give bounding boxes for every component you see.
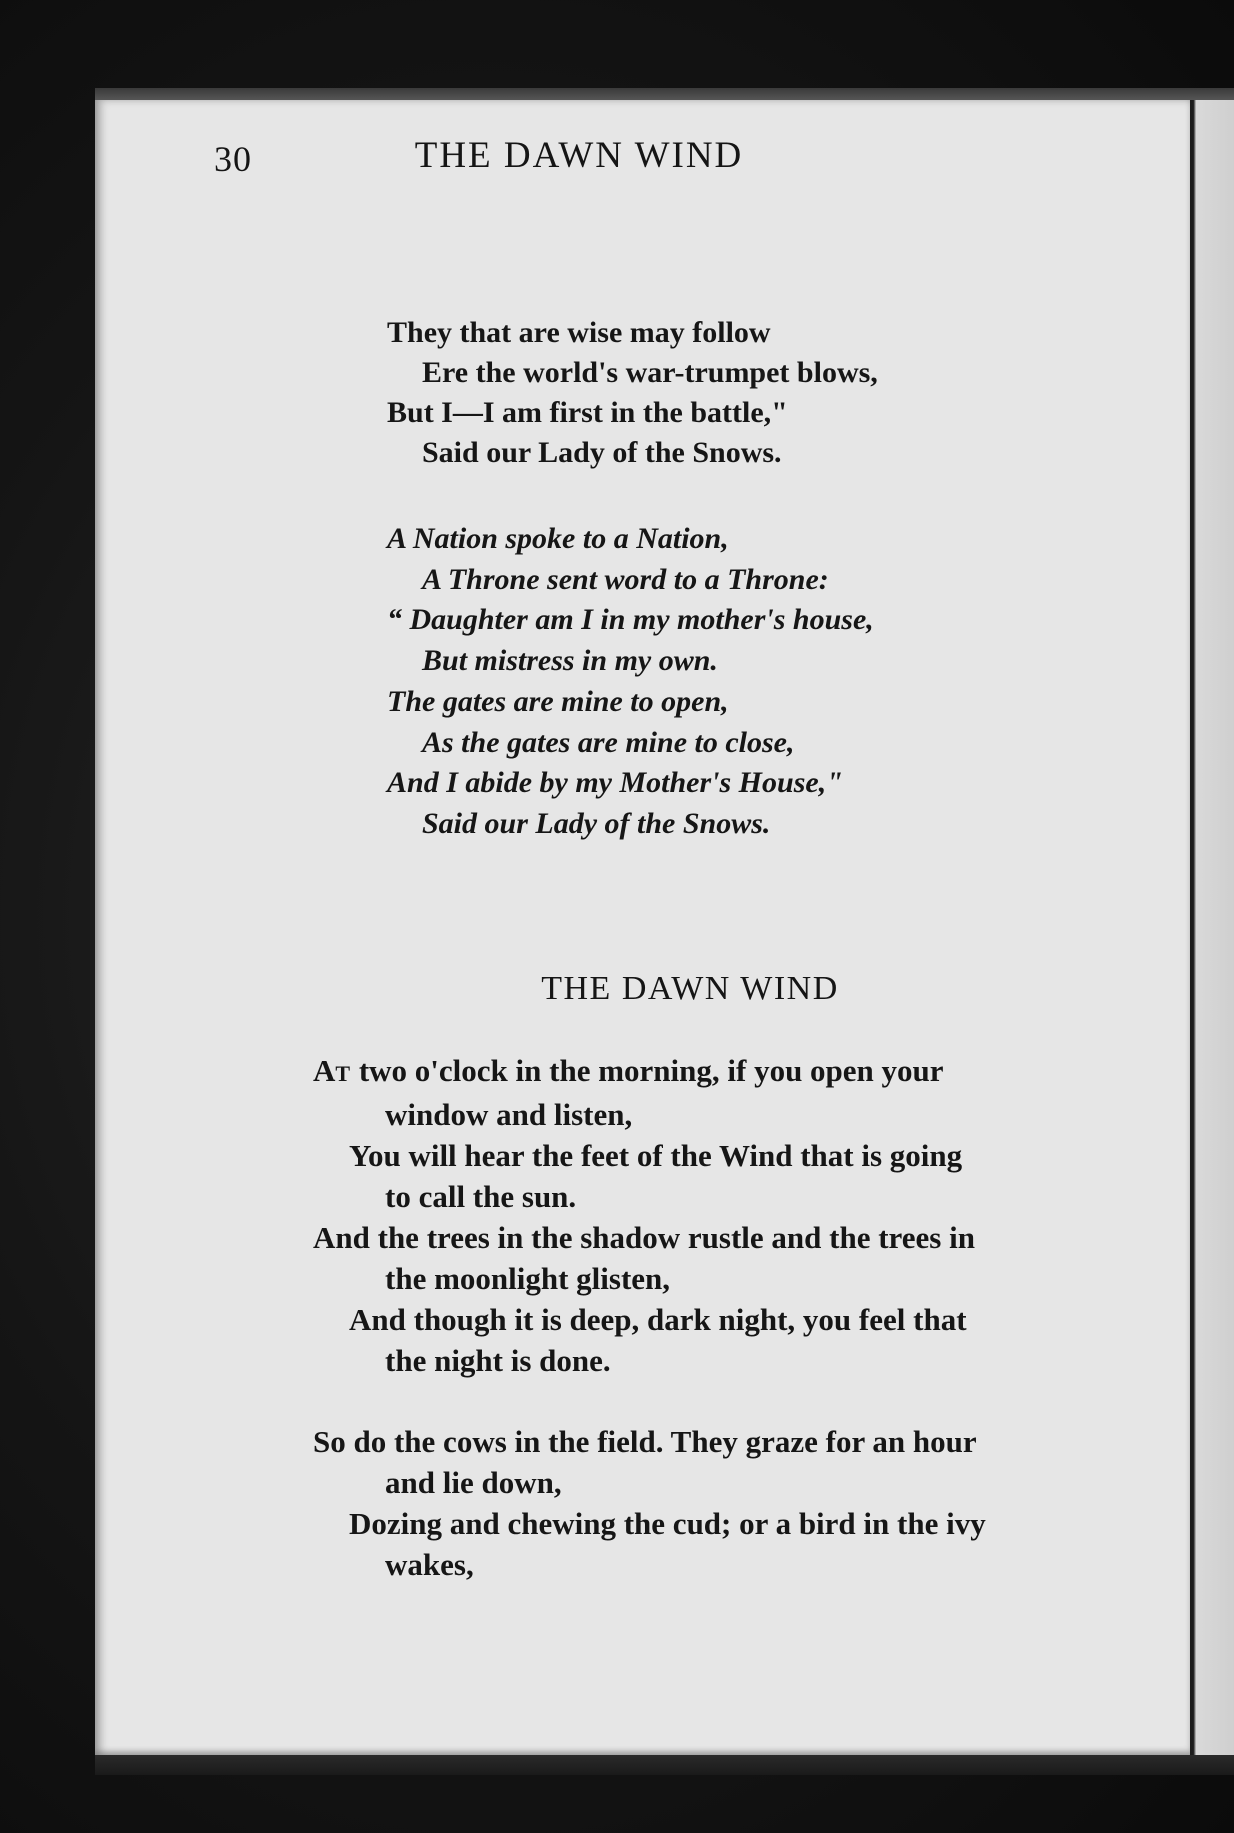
running-title: THE DAWN WIND [414,135,744,176]
verse-line: wakes, [385,1547,474,1582]
verse-line: So do the cows in the field. They graze for an hour [313,1424,977,1459]
verse-line: And though it is deep, dark night, you feel that [349,1302,967,1337]
verse-line: Dozing and chewing the cud; or a bird in the ivy [349,1506,986,1541]
stanza-italic [387,519,874,845]
verse-line: A Throne sent word to a Throne: [422,562,829,596]
verse-line: Said our Lady of the Snows. [422,436,782,469]
verse-line-text: two o'clock in the morning, if you open your [351,1053,944,1088]
verse-line: “ Daughter am I in my mother's house, [387,603,874,637]
next-page-edge [1190,100,1234,1755]
page-bottom-edge [95,1755,1234,1775]
verse-line: You will hear the feet of the Wind that is going [349,1138,963,1173]
verse-line: But I—I am first in the battle," [387,396,788,429]
stanza-previous-poem-ending [387,313,878,473]
verse-line: window and listen, [385,1097,633,1132]
verse-line: Ere the world's war-trumpet blows, [422,356,878,389]
verse-line: A Nation spoke to a Nation, [387,522,729,555]
smallcaps-letter: T [335,1061,352,1086]
verse-line: Said our Lady of the Snows. [422,806,771,840]
verse-line: As the gates are mine to close, [422,725,795,759]
verse-line: But mistress in my own. [422,644,718,678]
initial-letter: A [313,1053,336,1088]
verse-line: and lie down, [385,1465,562,1500]
verse-line: The gates are mine to open, [387,684,729,718]
verse-line-first [313,1050,975,1094]
verse-line: And the trees in the shadow rustle and the trees in [313,1220,975,1255]
verse-line: the night is done. [385,1343,611,1378]
page-header [214,130,904,190]
page-number: 30 [214,139,252,179]
verse-line: to call the sun. [385,1179,577,1214]
verse-line: They that are wise may follow [387,316,771,349]
poem-stanza [313,1421,986,1585]
poem-stanza [313,1050,975,1381]
poem-title: THE DAWN WIND [541,970,839,1007]
verse-line: And I abide by my Mother's House," [387,766,843,800]
verse-line: the moonlight glisten, [385,1261,671,1296]
